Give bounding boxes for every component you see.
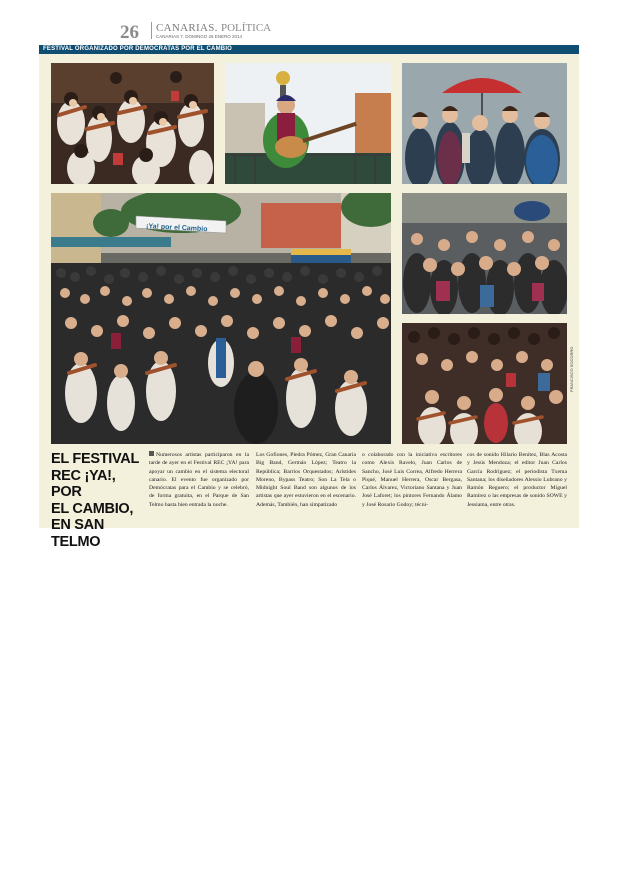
photo-audience bbox=[402, 193, 567, 314]
photo-orchestra bbox=[402, 323, 567, 444]
headline-line: REC ¡YA!, POR bbox=[51, 467, 116, 500]
photo-park-crowd bbox=[51, 193, 391, 444]
article-column-2: Los Gofiones, Piedra Pómez, Gran Canaria Big Band, Germán López; Teatro la República; Barrios Orquestados; Arístides Moreno, Bypass Teatro; Son La Tela o Midnight Soul Band son algunos de los artistas que ayer estuvieron en el escenario. Además, También, han simpatizado bbox=[256, 452, 356, 508]
headline-line: EL FESTIVAL bbox=[51, 451, 140, 467]
article-column-1 bbox=[149, 451, 249, 509]
photo-credit: FRANCISCO SOCORRO bbox=[569, 346, 574, 392]
banner-text: ¡Ya! por el Cambio bbox=[145, 223, 208, 234]
publication-name: CANARIAS. bbox=[156, 22, 218, 34]
header-divider bbox=[151, 22, 152, 39]
lead-square-icon bbox=[149, 451, 154, 456]
section-bar bbox=[39, 45, 579, 54]
section-bar-label: FESTIVAL ORGANIZADO POR DEMÓCRATAS POR EL CAMBIO bbox=[43, 46, 233, 52]
article-column-4: cos de sonido Hilario Benítez, Blas Acosta y Jesús Mendoza; el editor Juan Carlos García Rodríguez; el periodista Txema Santana; los diseñadores Alessio Lubrano y Ramón Reguero; el productor Miguel Ramírez o las empresas de sonido SOWE y Jessiama, entre otras. bbox=[467, 452, 567, 508]
dateline: CANARIAS 7. DOMINGO 26 ENERO 2014 bbox=[156, 34, 243, 39]
photo-umbrella-crowd bbox=[402, 63, 567, 184]
article-column-3: o colaborado con la iniciativa escritores como Alexis Ravelo, Juan Carlos de Sancho, José Luis Correa, Alfredo Herrera Piqué, Manuel Herrera, Oscar Bergasa, Carlos Álvarez, Victoriano Santana y Juan José Laforet; los pintores Fernando Álamo y José Rosario Godoy; técni- bbox=[362, 452, 462, 508]
article-headline bbox=[51, 451, 143, 550]
photo-violinists bbox=[51, 63, 214, 184]
headline-line: EN SAN TELMO bbox=[51, 517, 104, 550]
column-text: Numerosos artistas participaron en la tarde de ayer en el Festival REC ¡YA! para apoyar un cambio en el sistema electoral canario. El evento fue organizado por Demócratas para el Cambio y se celebró, de forma gratuita, en el Parque de San Telmo hasta bien entrada la noche. bbox=[149, 452, 249, 508]
page-number: 26 bbox=[120, 22, 139, 43]
section-name: POLÍTICA bbox=[221, 22, 272, 34]
headline-line: EL CAMBIO, bbox=[51, 500, 134, 517]
photo-guitarist bbox=[225, 63, 391, 184]
